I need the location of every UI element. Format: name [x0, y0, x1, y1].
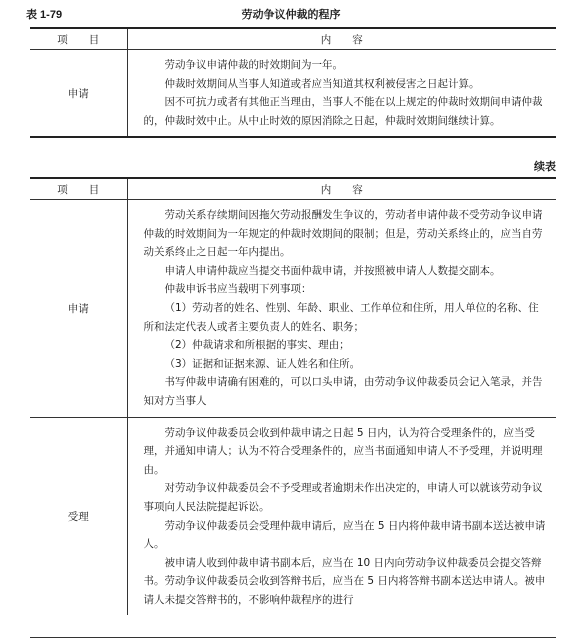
paragraph: 因不可抗力或者有其他正当理由，当事人不能在以上规定的仲裁时效期间申请仲裁的，仲裁时效中止。从中止时效的原因消除之日起，仲裁时效期间继续计算。: [143, 96, 543, 127]
paragraph: 被申请人收到仲裁申请书副本后，应当在 10 日内向劳动争议仲裁委员会提交答辩书。劳动争议仲裁委员会收到答辩书后，应当在 5 日内将答辩书副本送达申请人。被申请人未提交答辩书的，不影响仲裁程序的进行: [143, 556, 546, 606]
row-content: [127, 417, 556, 615]
paragraph: 劳动争议申请仲裁的时效期间为一年。: [164, 59, 343, 71]
procedure-table-part-2: [30, 177, 556, 615]
paragraph: 劳动争议仲裁委员会受理仲裁申请后，应当在 5 日内将仲裁申请书副本送达被申请人。: [143, 519, 546, 551]
row-item-label: 申请: [30, 50, 127, 138]
table-continuation-rule: [30, 637, 556, 638]
paragraph: 仲裁申诉书应当载明下列事项：: [164, 283, 312, 296]
header-item: 项 目: [30, 178, 127, 200]
row-content: [127, 200, 556, 418]
paragraph: 仲裁时效期间从当事人知道或者应当知道其权利被侵害之日起计算。: [164, 77, 480, 90]
table-caption: [26, 6, 556, 22]
paragraph: 劳动关系存续期间因拖欠劳动报酬发生争议的，劳动者申请仲裁不受劳动争议申请仲裁的时效期间为一年规定的仲裁时效期间的限制；但是，劳动关系终止的，应当自劳动关系终止之日起一年内提出。: [143, 209, 543, 259]
table-row: [30, 200, 556, 418]
table-header-row: [30, 178, 556, 200]
table-title: 劳动争议仲裁的程序: [241, 8, 341, 21]
paragraph: 书写仲裁申请确有困难的，可以口头申请，由劳动争议仲裁委员会记入笔录，并告知对方当事人: [143, 376, 543, 407]
header-content: 内 容: [127, 178, 556, 200]
table-row: [30, 417, 556, 615]
paragraph: （2）仲裁请求和所根据的事实、理由；: [164, 339, 350, 352]
table-number: 表 1-79: [26, 9, 63, 21]
paragraph: 对劳动争议仲裁委员会不予受理或者逾期未作出决定的，申请人可以就该劳动争议事项向人民法院提起诉讼。: [143, 482, 543, 513]
table-header-row: [30, 28, 556, 50]
table-row: [30, 50, 556, 138]
header-content: 内 容: [127, 28, 556, 50]
procedure-table-part-1: [30, 27, 556, 138]
row-content: [127, 50, 556, 138]
continued-label: 续表: [534, 160, 556, 173]
row-item-label: 受理: [30, 417, 127, 615]
header-item: 项 目: [30, 28, 127, 50]
paragraph: （1）劳动者的姓名、性别、年龄、职业、工作单位和住所，用人单位的名称、住所和法定代表人或者主要负责人的姓名、职务；: [143, 301, 539, 333]
row-item-label: 申请: [30, 200, 127, 418]
paragraph: 申请人申请仲裁应当提交书面仲裁申请，并按照被申请人人数提交副本。: [164, 264, 501, 277]
paragraph: （3）证据和证据来源、证人姓名和住所。: [164, 357, 361, 370]
paragraph: 劳动争议仲裁委员会收到仲裁申请之日起 5 日内，认为符合受理条件的，应当受理，并通知申请人；认为不符合受理条件的，应当书面通知申请人不予受理，并说明理由。: [143, 426, 543, 476]
